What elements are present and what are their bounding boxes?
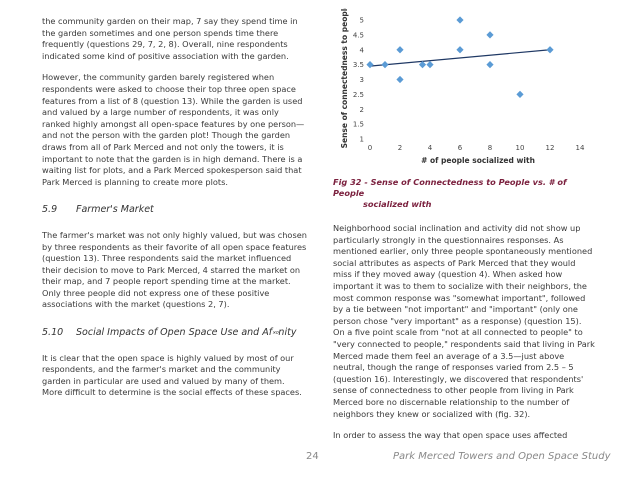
- page-number: 24: [306, 451, 319, 462]
- y-tick-label: 2.5: [352, 90, 364, 99]
- x-tick-label: 6: [457, 144, 463, 152]
- x-tick-label: 2: [397, 144, 403, 152]
- data-point: [546, 46, 553, 53]
- y-tick-label: 1: [359, 135, 364, 144]
- right-column: [333, 223, 595, 452]
- figure-caption: [333, 177, 595, 210]
- data-point: [366, 61, 373, 68]
- data-point: [486, 61, 493, 68]
- x-tick-label: 10: [515, 144, 525, 152]
- y-tick-label: 4: [359, 46, 364, 55]
- data-point: [396, 46, 403, 53]
- paragraph: In order to assess the way that open space uses affected: [333, 430, 568, 441]
- y-axis-label: Sense of connectedness to people: [340, 8, 349, 149]
- left-column: [42, 16, 307, 409]
- data-point: [456, 46, 463, 53]
- x-tick-label: 14: [575, 144, 585, 152]
- section-heading-farmers-market: [42, 204, 307, 216]
- paragraph: The farmer's market was not only highly valued, but was chosen by three respondents as their favorite of all open space features (question 13). Three respondents said the market influenced their decision to move to Park Merced, 4 starred the market on their map, and 7 people report spending time at the market. Only three people did not express one of these positive associations with the market (questions 2, 7).: [42, 229, 307, 310]
- caption-line: Fig 32 - Sense of Connectedness to People vs. # of People: [333, 177, 567, 198]
- footer-title: Park Merced Towers and Open Space Study: [393, 451, 611, 462]
- paragraph: It is clear that the open space is highly valued by most of our respondents, and the farmer's market and the community garden in particular are used and valued by many of them. More difficult to determine is the social effects of these spaces.: [42, 352, 302, 398]
- data-point: [486, 31, 493, 38]
- y-tick-label: 3: [359, 76, 364, 84]
- y-tick-label: 4.5: [352, 31, 364, 40]
- data-point: [456, 16, 463, 23]
- x-axis-label: # of people socialized with: [421, 156, 535, 165]
- y-tick-label: 5: [359, 16, 364, 25]
- section-number: 5.9: [42, 204, 58, 216]
- y-tick-label: 3.5: [352, 61, 364, 70]
- data-point: [396, 76, 403, 83]
- x-tick-label: 12: [545, 144, 555, 152]
- chart-svg: [333, 8, 595, 168]
- y-tick-label: 2: [359, 105, 364, 114]
- y-tick-label: 1.5: [352, 120, 364, 129]
- caption-line: socialized with: [363, 199, 432, 209]
- section-title: Farmer's Market: [76, 204, 154, 216]
- x-tick-label: 8: [487, 144, 493, 152]
- paragraph: However, the community garden barely registered when respondents were asked to choose their top three open space features from a list of 8 (question 13). While the garden is used and valued by a large number of respondents, it was only ranked highly amongst all open-space features by one person—and not the person with the garden plot! Though the garden draws from all of Park Merced and not only the towers, it is important to note that the garden is in high demand. There is a waiting list for plots, and a Park Merced spokesperson said that Park Merced is planning to create more plots.: [42, 72, 305, 187]
- section-title: Social Impacts of Open Space Use and Af࿎nity: [76, 327, 297, 339]
- scatter-chart: [333, 8, 595, 168]
- section-heading-social-impacts: [42, 327, 307, 339]
- data-point: [426, 61, 433, 68]
- x-tick-label: 0: [367, 144, 373, 152]
- data-point: [516, 91, 523, 98]
- paragraph: Neighborhood social inclination and activity did not show up particularly strongly in the questionnaires responses. As mentioned earlier, only three people spontaneously mentioned social attributes as aspects of Park Merced that they would miss if they moved away (question 4). When asked how important it was to them to socialize with their neighbors, the most common response was "somewhat important", followed by a tie between "not important" and "important" (only one person chose "very important" as a response) (question 15). On a five point scale from "not at all connected to people" to "very connected to people," respondents said that living in Park Merced made them feel an average of a 3.5—just above neutral, though the range of responses varied from 2.5 – 5 (question 16). Interestingly, we discovered that respondents' sense of connectedness to other people from living in Park Merced bore no discernable relationship to the number of neighbors they knew or socialized with (fig. 32).: [333, 223, 595, 419]
- section-number: 5.10: [42, 327, 64, 339]
- paragraph: the community garden on their map, 7 say they spend time in the garden sometimes and one person spends time there frequently (questions 29, 7, 2, 8). Overall, nine respondents indicated some kind of positive association with the garden.: [42, 16, 298, 61]
- plot-area: [353, 16, 585, 152]
- data-point: [381, 61, 388, 68]
- x-tick-label: 4: [427, 144, 433, 152]
